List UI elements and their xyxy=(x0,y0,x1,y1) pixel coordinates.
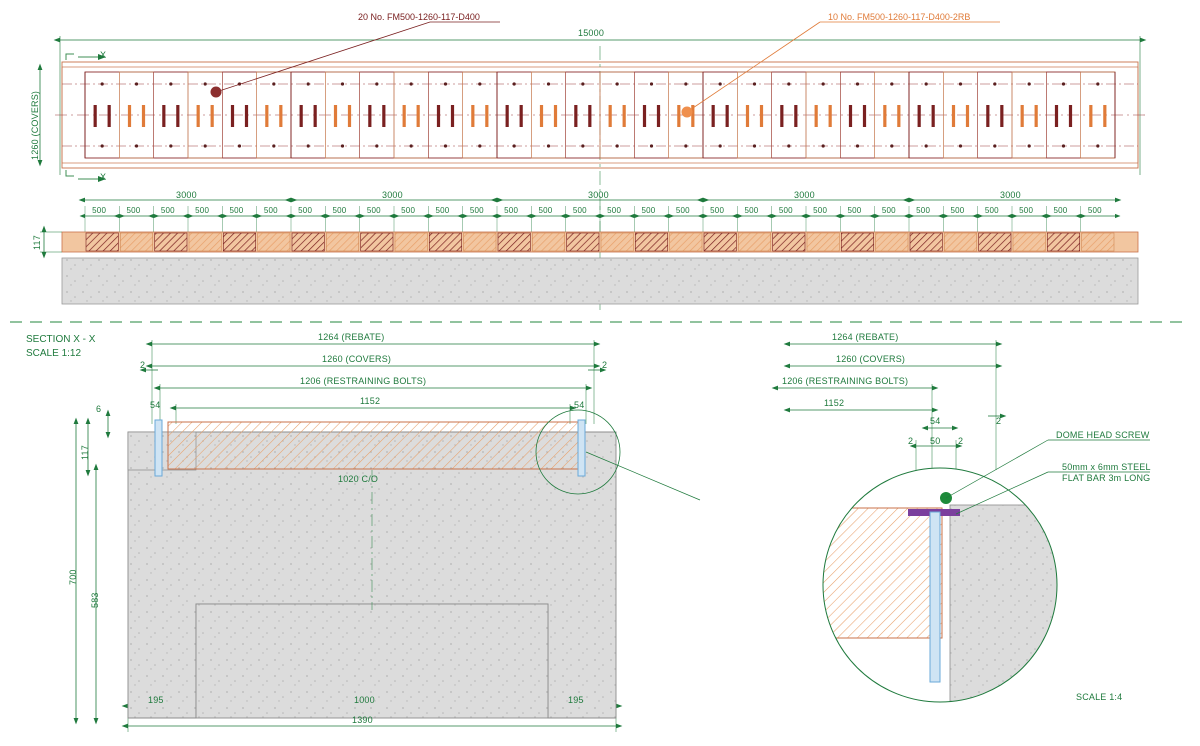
unit-dim-label: 500 xyxy=(298,206,313,215)
restraining-bolt xyxy=(1096,82,1099,85)
detail-dim-edge-right: 2 xyxy=(996,416,1002,426)
restraining-bolt xyxy=(959,144,962,147)
section-dim-edge-left: 2 xyxy=(140,360,146,370)
lifting-key-slot xyxy=(643,105,646,127)
lifting-key-slot xyxy=(746,105,749,127)
lifting-key-slot xyxy=(211,105,214,127)
restraining-bolt xyxy=(616,82,619,85)
section-dim-covers: 1260 (COVERS) xyxy=(322,354,392,364)
unit-dim-label: 500 xyxy=(504,206,519,215)
restraining-bolt xyxy=(478,82,481,85)
restraining-bolt xyxy=(959,82,962,85)
bay-dim-5: 3000 xyxy=(1000,190,1021,200)
unit-dim-label: 500 xyxy=(538,206,553,215)
section-dim-wall-left: 195 xyxy=(148,695,164,705)
lifting-key-slot xyxy=(265,105,268,127)
restraining-bolt xyxy=(135,82,138,85)
lifting-key-slot xyxy=(712,105,715,127)
section-dim-bolt-right: 54 xyxy=(574,400,585,410)
restraining-bolt xyxy=(616,144,619,147)
restraining-bolt xyxy=(204,82,207,85)
lifting-key-slot xyxy=(986,105,989,127)
restraining-bolt xyxy=(719,144,722,147)
restraining-bolt xyxy=(307,82,310,85)
restraining-bolt xyxy=(444,82,447,85)
restraining-bolt xyxy=(822,144,825,147)
unit-dim-label: 500 xyxy=(881,206,896,215)
elevation-cover-unit xyxy=(155,233,187,251)
lifting-key-slot xyxy=(780,105,783,127)
elevation-cover-unit xyxy=(1013,233,1045,251)
lifting-key-slot xyxy=(94,105,97,127)
bay-dim-3: 3000 xyxy=(588,190,609,200)
restraining-bolt xyxy=(513,82,516,85)
lifting-key-slot xyxy=(588,105,591,127)
section-dim-edge-right: 2 xyxy=(602,360,608,370)
detail-dim-bolt-offset: 54 xyxy=(930,416,941,426)
elevation-cover-unit xyxy=(704,233,736,251)
lifting-key-slot xyxy=(197,105,200,127)
lifting-key-slot xyxy=(966,105,969,127)
elevation-cover-unit xyxy=(807,233,839,251)
lifting-key-slot xyxy=(540,105,543,127)
detail-dim-rebate: 1264 (REBATE) xyxy=(832,332,899,342)
section-dim-wall-right: 195 xyxy=(568,695,584,705)
restraining-bolt xyxy=(169,82,172,85)
lifting-key-slot xyxy=(334,105,337,127)
lifting-key-slot xyxy=(471,105,474,127)
restraining-bolt xyxy=(478,144,481,147)
lifting-key-slot xyxy=(574,105,577,127)
elevation-thickness-label: 117 xyxy=(32,235,42,250)
lifting-key-slot xyxy=(849,105,852,127)
lifting-key-slot xyxy=(348,105,351,127)
elevation-cover-unit xyxy=(189,233,221,251)
section-title-line1: SECTION X - X xyxy=(26,334,96,345)
unit-dim-label: 500 xyxy=(916,206,931,215)
lifting-key-slot xyxy=(1055,105,1058,127)
restraining-bolt xyxy=(375,144,378,147)
lifting-key-slot xyxy=(382,105,385,127)
restraining-bolt xyxy=(1062,144,1065,147)
unit-dim-label: 500 xyxy=(401,206,416,215)
section-dim-slab-thickness: 117 xyxy=(80,445,90,460)
section-dim-rebate: 1264 (REBATE) xyxy=(318,332,385,342)
restraining-bolt xyxy=(238,144,241,147)
section-dim-rebate-depth: 6 xyxy=(96,404,102,414)
restraining-bolt xyxy=(341,82,344,85)
elevation-cover-unit xyxy=(120,233,152,251)
lifting-key-slot xyxy=(314,105,317,127)
lifting-key-slot xyxy=(829,105,832,127)
unit-dim-label: 500 xyxy=(710,206,725,215)
unit-dim-label: 500 xyxy=(1053,206,1068,215)
lifting-key-slot xyxy=(451,105,454,127)
restraining-bolt xyxy=(1096,144,1099,147)
unit-dim-label: 500 xyxy=(160,206,175,215)
restraining-bolt xyxy=(341,144,344,147)
detail-label-flat-bar-2: FLAT BAR 3m LONG xyxy=(1062,473,1151,483)
section-dim-chamber-height: 583 xyxy=(90,592,100,608)
lifting-key-slot xyxy=(162,105,165,127)
lifting-key-slot xyxy=(1103,105,1106,127)
bay-dim-4: 3000 xyxy=(794,190,815,200)
restraining-bolt xyxy=(925,144,928,147)
detail-label-flat-bar-1: 50mm x 6mm STEEL xyxy=(1062,462,1151,472)
section-dim-bolt-left: 54 xyxy=(150,400,161,410)
elevation-cover-unit xyxy=(601,233,633,251)
lifting-key-slot xyxy=(176,105,179,127)
elevation-cover-unit xyxy=(429,233,461,251)
section-dim-clear-opening: 1020 C/O xyxy=(338,474,379,484)
elevation-cover-unit xyxy=(876,233,908,251)
section-title-line2: SCALE 1:12 xyxy=(26,348,82,359)
restraining-bolt xyxy=(410,144,413,147)
elevation-cover-unit xyxy=(1082,233,1114,251)
elevation-cover-unit xyxy=(223,233,255,251)
lifting-key-slot xyxy=(883,105,886,127)
lifting-key-slot xyxy=(231,105,234,127)
bay-dim-2: 3000 xyxy=(382,190,403,200)
restraining-bolt xyxy=(581,144,584,147)
restraining-bolt xyxy=(753,82,756,85)
restraining-bolt xyxy=(135,144,138,147)
restraining-bolt xyxy=(856,82,859,85)
restraining-bolt xyxy=(753,144,756,147)
unit-dim-label: 500 xyxy=(950,206,965,215)
lifting-key-slot xyxy=(815,105,818,127)
restraining-bolt xyxy=(272,144,275,147)
restraining-bolt xyxy=(684,82,687,85)
restraining-bolt xyxy=(1028,82,1031,85)
lifting-key-slot xyxy=(897,105,900,127)
elevation-cover-unit xyxy=(841,233,873,251)
restraining-bolt xyxy=(1028,144,1031,147)
restraining-bolt xyxy=(101,144,104,147)
lifting-key-slot xyxy=(1000,105,1003,127)
restraining-bolt xyxy=(856,144,859,147)
restraining-bolt xyxy=(272,82,275,85)
unit-dim-label: 500 xyxy=(984,206,999,215)
section-mark-bottom: X xyxy=(100,172,107,182)
section-xx xyxy=(76,340,700,732)
lifting-key-slot xyxy=(918,105,921,127)
lifting-key-slot xyxy=(437,105,440,127)
unit-dim-label: 500 xyxy=(332,206,347,215)
elevation-cover-unit xyxy=(635,233,667,251)
restraining-bolt xyxy=(650,82,653,85)
elevation-cover-unit xyxy=(395,233,427,251)
restraining-bolt xyxy=(1062,82,1065,85)
detail-dim-gap-right: 2 xyxy=(958,436,964,446)
restraining-bolt xyxy=(581,82,584,85)
unit-dim-label: 500 xyxy=(469,206,484,215)
elevation-cover-unit xyxy=(326,233,358,251)
detail-dim-inner: 1152 xyxy=(824,398,845,408)
lifting-key-slot xyxy=(300,105,303,127)
restraining-bolt xyxy=(822,82,825,85)
restraining-bolt xyxy=(890,144,893,147)
restraining-bolt xyxy=(787,144,790,147)
unit-dim-label: 500 xyxy=(572,206,587,215)
detail-dim-flat-bar-width: 50 xyxy=(930,436,941,446)
restraining-bolt xyxy=(890,82,893,85)
lifting-key-slot xyxy=(623,105,626,127)
elevation-cover-unit xyxy=(944,233,976,251)
lifting-key-slot xyxy=(506,105,509,127)
detail-scale-label: SCALE 1:4 xyxy=(1076,692,1123,702)
section-dim-wall-height: 700 xyxy=(68,569,78,585)
lifting-key-slot xyxy=(1069,105,1072,127)
elevation-cover-unit xyxy=(292,233,324,251)
restraining-bolt xyxy=(375,82,378,85)
plan-callout-2: 10 No. FM500-1260-117-D400-2RB xyxy=(828,12,971,22)
unit-dim-label: 500 xyxy=(195,206,210,215)
elevation-cover-unit xyxy=(738,233,770,251)
detail-dim-restraining-bolts: 1206 (RESTRAINING BOLTS) xyxy=(782,376,909,386)
lifting-key-slot xyxy=(1035,105,1038,127)
unit-dim-label: 500 xyxy=(263,206,278,215)
lifting-key-slot xyxy=(128,105,131,127)
elevation-cover-unit xyxy=(464,233,496,251)
lifting-key-slot xyxy=(279,105,282,127)
elevation-cover-unit xyxy=(258,233,290,251)
section-dim-overall-width: 1390 xyxy=(352,715,373,725)
elevation-cover-unit xyxy=(910,233,942,251)
restraining-bolt xyxy=(993,144,996,147)
unit-dim-label: 500 xyxy=(641,206,656,215)
lifting-key-slot xyxy=(403,105,406,127)
restraining-bolt xyxy=(684,144,687,147)
elevation-cover-unit xyxy=(773,233,805,251)
lifting-key-slot xyxy=(1089,105,1092,127)
elevation-view xyxy=(40,200,1138,304)
restraining-bolt xyxy=(925,82,928,85)
restraining-bolt xyxy=(650,144,653,147)
lifting-key-slot xyxy=(1021,105,1024,127)
lifting-key-slot xyxy=(863,105,866,127)
unit-dim-label: 500 xyxy=(1019,206,1034,215)
lifting-key-slot xyxy=(794,105,797,127)
lifting-key-slot xyxy=(677,105,680,127)
elevation-cover-unit xyxy=(567,233,599,251)
unit-dim-label: 500 xyxy=(607,206,622,215)
elevation-cover-unit xyxy=(361,233,393,251)
lifting-key-slot xyxy=(417,105,420,127)
lifting-key-slot xyxy=(760,105,763,127)
restraining-bolt xyxy=(719,82,722,85)
restraining-bolt xyxy=(513,144,516,147)
lifting-key-slot xyxy=(368,105,371,127)
unit-dim-label: 500 xyxy=(847,206,862,215)
section-mark-top: X xyxy=(100,50,107,60)
elevation-cover-unit xyxy=(532,233,564,251)
elevation-cover-unit xyxy=(979,233,1011,251)
unit-dim-label: 500 xyxy=(744,206,759,215)
detail-label-dome-head-screw: DOME HEAD SCREW xyxy=(1056,430,1150,440)
unit-dim-label: 500 xyxy=(675,206,690,215)
elevation-cover-unit xyxy=(670,233,702,251)
restraining-bolt xyxy=(444,144,447,147)
lifting-key-slot xyxy=(245,105,248,127)
lifting-key-slot xyxy=(726,105,729,127)
section-dim-inner: 1152 xyxy=(360,396,381,406)
unit-dim-label: 500 xyxy=(813,206,828,215)
restraining-bolt xyxy=(410,82,413,85)
restraining-bolt xyxy=(547,144,550,147)
lifting-key-slot xyxy=(952,105,955,127)
plan-side-dim-label: 1260 (COVERS) xyxy=(30,90,40,160)
lifting-key-slot xyxy=(108,105,111,127)
unit-dim-label: 500 xyxy=(92,206,107,215)
lifting-key-slot xyxy=(142,105,145,127)
section-dim-base-width: 1000 xyxy=(354,695,375,705)
restraining-bolt xyxy=(787,82,790,85)
restraining-bolt xyxy=(101,82,104,85)
lifting-key-slot xyxy=(485,105,488,127)
lifting-key-slot xyxy=(932,105,935,127)
lifting-key-slot xyxy=(554,105,557,127)
detail-dim-covers: 1260 (COVERS) xyxy=(836,354,906,364)
elevation-cover-unit xyxy=(498,233,530,251)
lifting-key-slot xyxy=(657,105,660,127)
plan-overall-dim-label: 15000 xyxy=(578,28,605,38)
unit-dim-label: 500 xyxy=(778,206,793,215)
section-dim-restraining-bolts: 1206 (RESTRAINING BOLTS) xyxy=(300,376,427,386)
unit-dim-label: 500 xyxy=(435,206,450,215)
restraining-bolt xyxy=(204,144,207,147)
elevation-cover-unit xyxy=(86,233,118,251)
lifting-key-slot xyxy=(520,105,523,127)
lifting-key-slot xyxy=(609,105,612,127)
unit-dim-label: 500 xyxy=(126,206,141,215)
bay-dim-1: 3000 xyxy=(176,190,197,200)
detail-dim-gap-left: 2 xyxy=(908,436,914,446)
elevation-cover-unit xyxy=(1047,233,1079,251)
restraining-bolt xyxy=(993,82,996,85)
restraining-bolt xyxy=(547,82,550,85)
unit-dim-label: 500 xyxy=(229,206,244,215)
restraining-bolt xyxy=(307,144,310,147)
plan-callout-1: 20 No. FM500-1260-117-D400 xyxy=(358,12,480,22)
unit-dim-label: 500 xyxy=(1087,206,1102,215)
restraining-bolt xyxy=(169,144,172,147)
unit-dim-label: 500 xyxy=(366,206,381,215)
